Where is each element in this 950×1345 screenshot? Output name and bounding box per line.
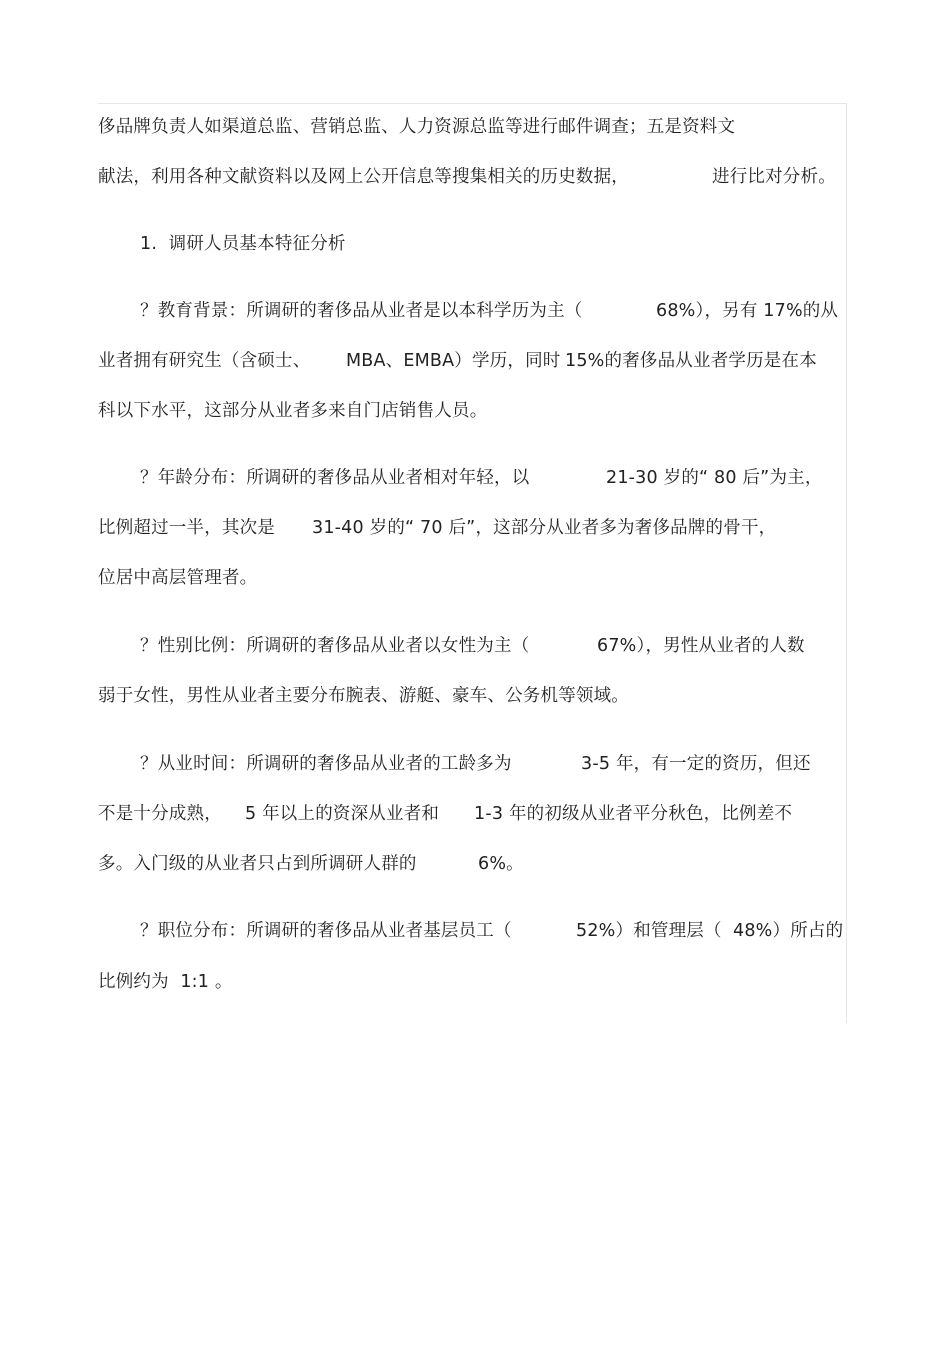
age-text-2a: 比例超过一半，其次是 [98,518,275,538]
position-text-2: 比例约为 1:1 。 [98,972,233,992]
position-line-1 [140,919,844,943]
gender-line-2 [98,684,629,708]
tenure-text-1a: ？从业时间：所调研的奢侈品从业者的工龄多为 [140,754,512,774]
age-line-3 [98,566,257,590]
gender-text-1b: 67%），男性从业者的人数 [597,636,805,656]
tenure-line-2 [98,802,793,826]
tenure-text-1b: 3-5 年，有一定的资历，但还 [581,754,811,774]
education-text-2a: 业者拥有研究生（含硕士、 [98,351,311,371]
tenure-line-1 [140,752,811,776]
education-text-2b: MBA、EMBA）学历，同时 [346,351,561,371]
education-line-1 [140,299,839,323]
age-text-2b: 31-40 岁的“ 70 后”，这部分从业者多为奢侈品牌的骨干， [312,518,777,538]
intro-text-2b: 进行比对分析。 [712,167,836,187]
age-text-3: 位居中高层管理者。 [98,568,258,588]
position-text-1b: 52%）和管理层（ [576,921,722,941]
section-heading [140,232,346,256]
position-text-1c: 48%）所占的 [733,921,844,941]
position-line-2 [98,970,233,994]
education-text-3: 科以下水平，这部分从业者多来自门店销售人员。 [98,401,488,421]
intro-text-2a: 献法，利用各种文献资料以及网上公开信息等搜集相关的历史数据， [98,167,629,187]
education-text-1b: 68%），另有 17%的从 [656,301,839,321]
gender-text-2: 弱于女性，男性从业者主要分布腕表、游艇、豪车、公务机等领域。 [98,686,629,706]
tenure-text-2b: 5 年以上的资深从业者和 [245,804,440,824]
tenure-text-3a: 多。入门级的从业者只占到所调研人群的 [98,854,417,874]
section-heading-text: 1. 调研人员基本特征分析 [140,234,346,254]
intro-line-1 [98,115,735,139]
education-text-1a: ？教育背景：所调研的奢侈品从业者是以本科学历为主（ [140,301,583,321]
education-line-3 [98,399,487,423]
gender-line-1 [140,634,805,658]
age-text-1a: ？年龄分布：所调研的奢侈品从业者相对年轻，以 [140,468,530,488]
education-line-2 [98,349,817,373]
tenure-line-3 [98,852,524,876]
age-line-1 [140,466,823,490]
intro-text-1: 侈品牌负责人如渠道总监、营销总监、人力资源总监等进行邮件调查；五是资料文 [98,117,736,137]
age-text-1b: 21-30 岁的“ 80 后”为主， [606,468,823,488]
intro-line-2 [98,165,836,189]
position-text-1a: ？职位分布：所调研的奢侈品从业者基层员工（ [140,921,512,941]
tenure-text-2c: 1-3 年的初级从业者平分秋色，比例差不 [474,804,793,824]
tenure-text-3b: 6%。 [478,854,524,874]
education-text-2c: 15%的奢侈品从业者学历是在本 [565,351,817,371]
age-line-2 [98,516,777,540]
tenure-text-2a: 不是十分成熟， [98,804,222,824]
gender-text-1a: ？性别比例：所调研的奢侈品从业者以女性为主（ [140,636,530,656]
